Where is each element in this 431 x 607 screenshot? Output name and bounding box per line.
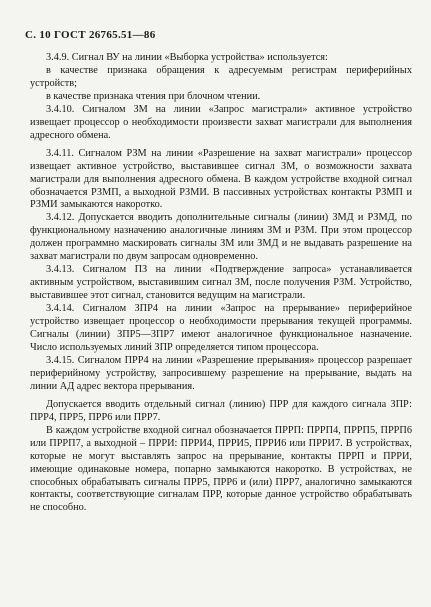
paragraph-each-device: В каждом устройстве входной сигнал обозначается ПРРП: ПРРП4, ПРРП5, ПРРП6 или ПРРП7, а выходной – ПРРИ: ПРРИ4, ПРРИ5, ПРРИ6 или ПРРИ7. В устройствах, которые не могут выставлять запрос на прерывание, контакты ПРРП и ПРРИ, имеющие одинаковые номера, попарно замыкаются накоротко. В устройствах, не способных обрабатывать сигналы ПРР5, ПРР6 и (или) ПРР7, аналогично замыкаются контакты, соответствующие сигналам ПРР, которые данное устройство обрабатывать не способно. [30,424,412,514]
page-header: С. 10 ГОСТ 26765.51—86 [25,29,156,41]
paragraph-3-4-11: 3.4.11. Сигналом РЗМ на линии «Разрешение на захват магистрали» процессор извещает активное устройство, выставившее сигнал ЗМ, о возможности захвата магистрали для выполнения адресного обмена. В каждом устройстве входной сигнал обозначается РЗМП, а выходной РЗМИ. В пассивных устройствах контакты РЗМП и РЗМИ замыкаются накоротко. [30,147,412,211]
document-body [30,52,412,515]
paragraph-3-4-12: 3.4.12. Допускается вводить дополнительные сигналы (линии) ЗМД и РЗМД, по функциональному назначению аналогичные линиям ЗМ и РЗМ. При этом процессор должен программно маскировать сигналы ЗМ или ЗМД и не выдавать разрешение на захват магистрали по двум запросам одновременно. [30,212,412,263]
paragraph-3-4-9: 3.4.9. Сигнал ВУ на линии «Выборка устройства» используется: [46,52,328,63]
paragraph-3-4-14: 3.4.14. Сигналом ЗПР4 на линии «Запрос на прерывание» периферийное устройство извещает процессор о необходимости прерывания текущей программы. Сигналы (линии) ЗПР5—ЗПР7 имеют аналогичное функциональное назначение. Число используемых линий ЗПР определяется типом процессора. [30,303,412,353]
paragraph-3-4-15: 3.4.15. Сигналом ПРР4 на линии «Разрешение прерывания» процессор разрешает периферийному устройству, запросившему разрешение на прерывание, выдать на линии АД адрес вектора прерывания. [30,354,412,392]
paragraph-3-4-9-item-a: в качестве признака обращения к адресуемым регистрам периферийных устройств; [30,64,412,89]
paragraph-dopuskaetsya: Допускается вводить отдельный сигнал (линию) ПРР для каждого сигнала ЗПР: ПРР4, ПРР5, ПРР6 или ПРР7. [30,398,412,423]
paragraph-3-4-9-item-b: в качестве признака чтения при блочном чтении. [46,90,261,102]
paragraph-3-4-13: 3.4.13. Сигналом ПЗ на линии «Подтверждение запроса» устанавливается активным устройством, выставившим сигнал ЗМ, после получения РЗМ. Устройство, выставившее этот сигнал, становится ведущим на магистрали. [30,264,412,302]
paragraph-3-4-10: 3.4.10. Сигналом ЗМ на линии «Запрос магистрали» активное устройство извещает процессор о необходимости произвести захват магистрали для выполнения адресного обмена. [30,103,412,141]
